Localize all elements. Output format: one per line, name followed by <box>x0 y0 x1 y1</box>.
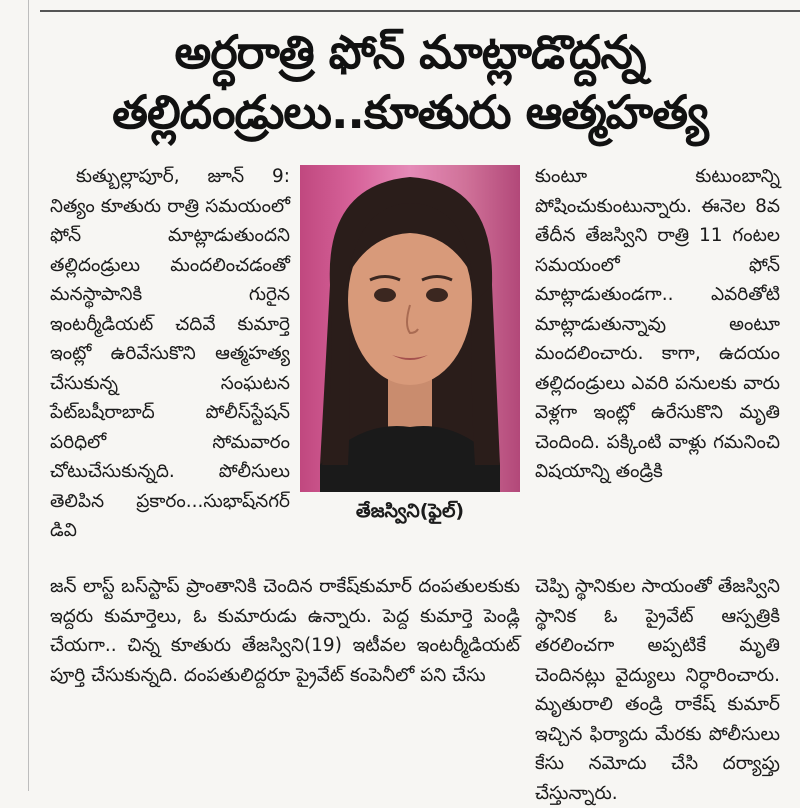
headline-line-1: అర్ధరాత్రి ఫోన్ మాట్లాడొద్దన్న <box>174 25 646 79</box>
article-text-bottom: జన్ లాస్ట్ బస్‌స్టాప్ ప్రాంతానికి చెందిన రాకేష్‌కుమార్ దంపతులకుకు ఇద్దరు కుమార్తెలు, ఓ కుమారుడు ఉన్నారు. పెద్ద కుమార్తె పెండ్లి చేయగా.. చిన్న కూతురు తేజస్విని(19) ఇటీవల ఇంటర్మీడియట్ పూర్తి చేసుకున్నది. దంపతులిద్దరూ ప్రైవేట్ కంపెనీలో పని చేసు <box>50 576 520 686</box>
article-column-bottom-right <box>535 572 780 808</box>
article-text-bottom-right: చెప్పి స్థానికుల సాయంతో తేజస్విని స్థానిక ఓ ప్రైవేట్ ఆస్పత్రికి తరలించగా అప్పటికే మృతి చెందినట్లు వైద్యులు నిర్ధారించారు. మృతురాలి తండ్రి రాకేష్ కుమార్ ఇచ్చిన ఫిర్యాదు మేరకు పోలీసులు కేసు నమోదు చేసి దర్యాప్తు చేస్తున్నారు. <box>535 576 780 804</box>
headline-line-2: తల్లిదండ్రులు..కూతురు ఆత్మహత్య <box>112 85 708 139</box>
top-divider <box>40 10 800 12</box>
photo-caption: తేజస్విని(ఫైల్) <box>355 500 465 522</box>
portrait-illustration <box>300 165 520 492</box>
article-column-bottom <box>50 572 520 690</box>
article-column-left <box>50 162 290 546</box>
page-margin-rule <box>28 0 29 791</box>
article-column-right <box>535 162 780 487</box>
article-text-left: కుత్బుల్లాపూర్, జూన్ 9: నిత్యం కూతురు రాత్రి సమయంలో ఫోన్ మాట్లాడుతుందని తల్లిదండ్రులు మందలించడంతో మనస్థాపానికి గురైన ఇంటర్మీడియట్ చదివే కుమార్తె ఇంట్లో ఉరివేసుకొని ఆత్మహత్య చేసుకున్న సంఘటన పేట్‌బషీరాబాద్ పోలీస్‌స్టేషన్ పరిధిలో సోమవారం చోటుచేసుకున్నది. పోలీసులు తెలిపిన ప్రకారం...సుభాష్‌నగర్ డివి <box>50 166 290 541</box>
article-text-right: కుంటూ కుటుంబాన్ని పోషించుకుంటున్నారు. ఈనెల 8వ తేదీన తేజస్విని రాత్రి 11 గంటల సమయంలో ఫోన్ మాట్లాడుతుండగా.. ఎవరితోటి మాట్లాడుతున్నావు అంటూ మందలించారు. కాగా, ఉదయం తల్లిదండ్రులు ఎవరి పనులకు వారు వెళ్లగా ఇంట్లో ఉరేసుకొని మృతి చెందింది. పక్కింటి వాళ్లు గమనించి విషయాన్ని తండ్రికి <box>535 166 780 482</box>
girl-photo <box>300 165 520 492</box>
headline <box>40 22 780 142</box>
